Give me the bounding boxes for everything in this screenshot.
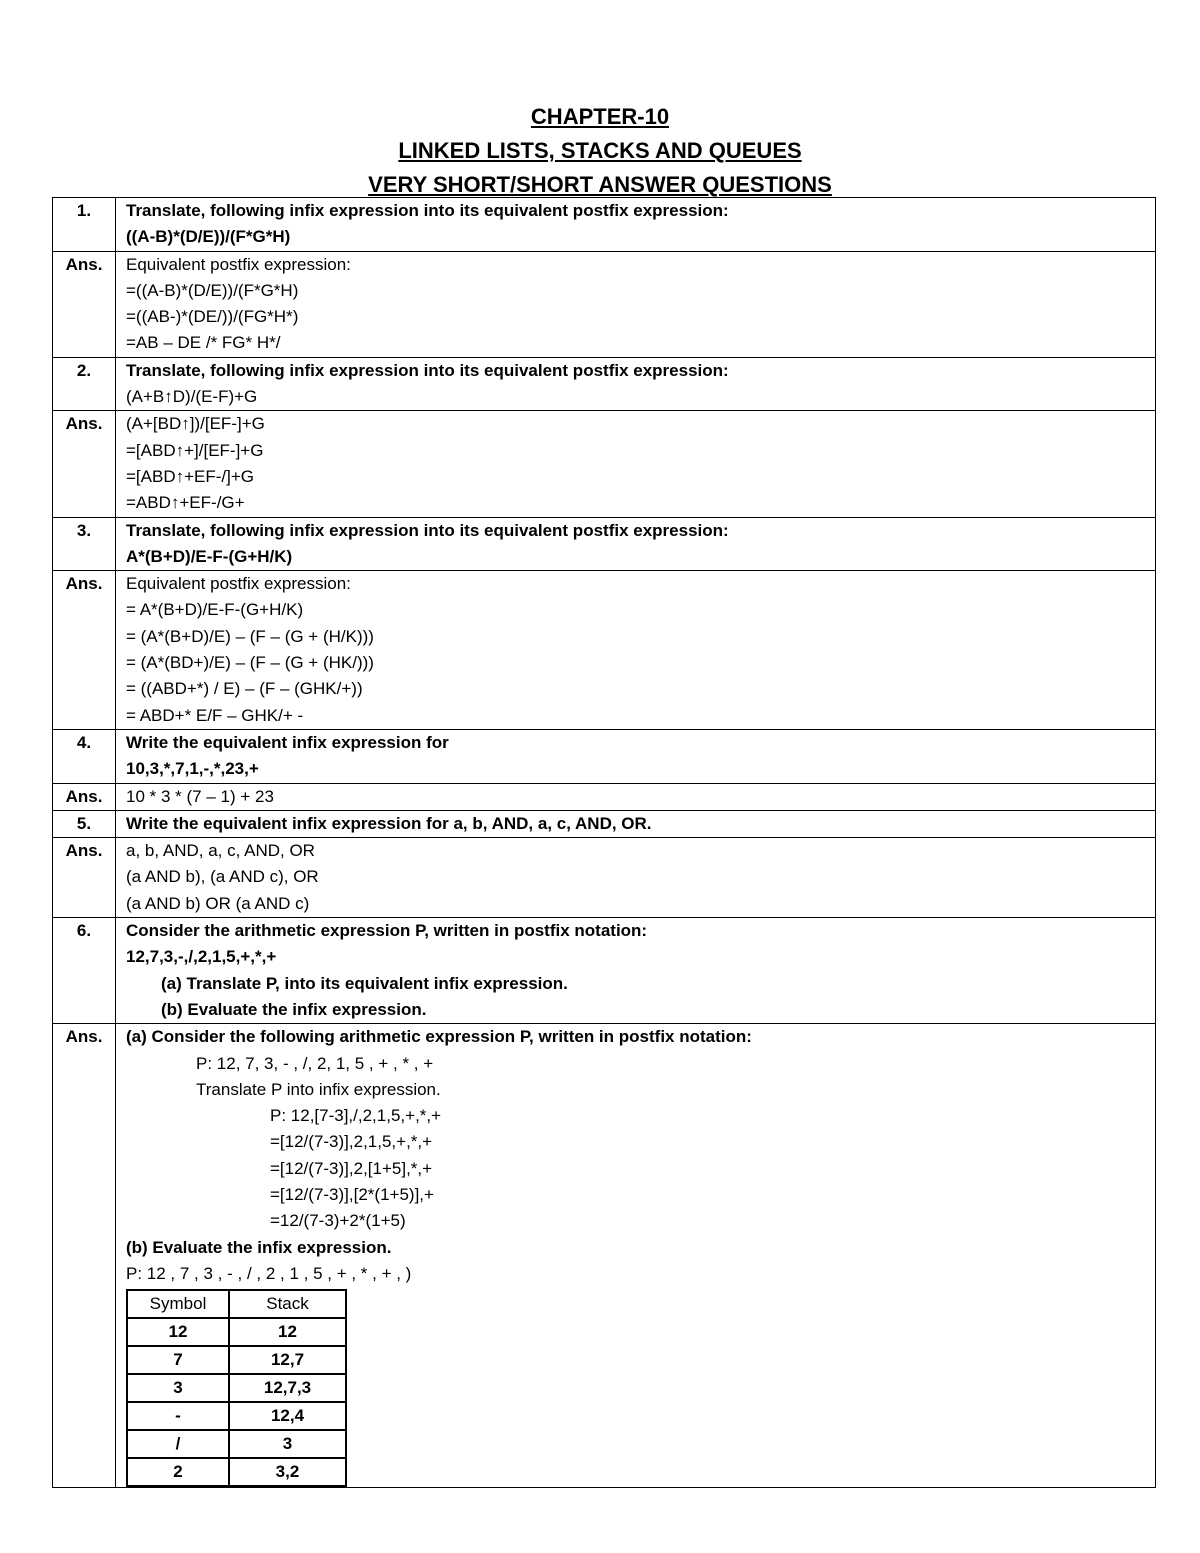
stack-table bbox=[126, 1289, 347, 1487]
stack-cell: 3,2 bbox=[229, 1458, 346, 1486]
answer-label: Ans. bbox=[53, 411, 116, 517]
question-number: 1. bbox=[53, 198, 116, 252]
question-number: 2. bbox=[53, 357, 116, 411]
answer-text: a, b, AND, a, c, AND, OR (a AND b), (a AND c), OR (a AND b) OR (a AND c) bbox=[116, 838, 1156, 918]
question-number: 3. bbox=[53, 517, 116, 571]
question-row bbox=[53, 198, 1156, 252]
answer-row bbox=[53, 571, 1156, 730]
question-text: Consider the arithmetic expression P, written in postfix notation: 12,7,3,-,/,2,1,5,+,*,+ (a) Translate P, into its equivalent infix expression. (b) Evaluate the infix expression. bbox=[116, 918, 1156, 1024]
answer-row bbox=[53, 783, 1156, 810]
table-row bbox=[127, 1346, 346, 1374]
page-header bbox=[0, 100, 1200, 202]
column-header-symbol: Symbol bbox=[127, 1290, 229, 1318]
column-header-stack: Stack bbox=[229, 1290, 346, 1318]
answer-label: Ans. bbox=[53, 251, 116, 357]
stack-cell: 12,7 bbox=[229, 1346, 346, 1374]
table-row bbox=[127, 1374, 346, 1402]
answer-row bbox=[53, 1024, 1156, 1488]
question-text: Translate, following infix expression into its equivalent postfix expression: A*(B+D)/E-F-(G+H/K) bbox=[116, 517, 1156, 571]
answer-text: 10 * 3 * (7 – 1) + 23 bbox=[116, 783, 1156, 810]
stack-cell: 12,7,3 bbox=[229, 1374, 346, 1402]
table-row bbox=[127, 1402, 346, 1430]
table-row bbox=[127, 1458, 346, 1486]
question-row bbox=[53, 357, 1156, 411]
answer-text: (A+[BD↑])/[EF-]+G =[ABD↑+]/[EF-]+G =[ABD↑+EF-/]+G =ABD↑+EF-/G+ bbox=[116, 411, 1156, 517]
question-text: Write the equivalent infix expression for 10,3,*,7,1,-,*,23,+ bbox=[116, 729, 1156, 783]
question-number: 5. bbox=[53, 810, 116, 837]
question-row bbox=[53, 810, 1156, 837]
answer-row bbox=[53, 251, 1156, 357]
answer-text: Equivalent postfix expression: = A*(B+D)/E-F-(G+H/K) = (A*(B+D)/E) – (F – (G + (H/K))) = (A*(BD+)/E) – (F – (G + (HK/))) = ((ABD+*) / E) – (F – (GHK/+)) = ABD+* E/F – GHK/+ - bbox=[116, 571, 1156, 730]
answer-label: Ans. bbox=[53, 783, 116, 810]
symbol-cell: 7 bbox=[127, 1346, 229, 1374]
stack-cell: 12,4 bbox=[229, 1402, 346, 1430]
symbol-cell: 12 bbox=[127, 1318, 229, 1346]
table-row bbox=[127, 1430, 346, 1458]
question-text: Translate, following infix expression into its equivalent postfix expression: ((A-B)*(D/E))/(F*G*H) bbox=[116, 198, 1156, 252]
questions-table bbox=[52, 197, 1156, 1488]
question-row bbox=[53, 517, 1156, 571]
symbol-cell: - bbox=[127, 1402, 229, 1430]
question-text: Write the equivalent infix expression for a, b, AND, a, c, AND, OR. bbox=[116, 810, 1156, 837]
answer-text: (a) Consider the following arithmetic expression P, written in postfix notation: P: 12, 7, 3, - , /, 2, 1, 5 , + , * , + Translate P into infix expression. P: 12,[7-3],/,2,1,5,+,*,+ =[12/(7-3)],2,1,5,+,*,+ =[12/(7-3)],2,[1+5],*,+ =[12/(7-3)],[2*(1+5)],+ =12/(7-3)+2*(1+5) (b) Evaluate the infix expression. P: 12 , 7 , 3 , - , / , 2 , 1 , 5 , + , * , + , ) Symbol Stack 12 12 7 12,7 3 12,7,3 - 12,4 / 3 2 3,2 bbox=[116, 1024, 1156, 1488]
question-number: 4. bbox=[53, 729, 116, 783]
symbol-cell: 3 bbox=[127, 1374, 229, 1402]
section-title: VERY SHORT/SHORT ANSWER QUESTIONS bbox=[368, 172, 832, 197]
stack-cell: 12 bbox=[229, 1318, 346, 1346]
answer-row bbox=[53, 411, 1156, 517]
question-row bbox=[53, 729, 1156, 783]
symbol-cell: 2 bbox=[127, 1458, 229, 1486]
answer-row bbox=[53, 838, 1156, 918]
question-row bbox=[53, 918, 1156, 1024]
answer-label: Ans. bbox=[53, 1024, 116, 1488]
question-number: 6. bbox=[53, 918, 116, 1024]
answer-text: Equivalent postfix expression: =((A-B)*(D/E))/(F*G*H) =((AB-)*(DE/))/(FG*H*) =AB – DE /* FG* H*/ bbox=[116, 251, 1156, 357]
answer-label: Ans. bbox=[53, 838, 116, 918]
stack-table-header bbox=[127, 1290, 346, 1318]
symbol-cell: / bbox=[127, 1430, 229, 1458]
topic-title: LINKED LISTS, STACKS AND QUEUES bbox=[398, 138, 802, 163]
chapter-title: CHAPTER-10 bbox=[530, 104, 670, 129]
question-text: Translate, following infix expression into its equivalent postfix expression: (A+B↑D)/(E-F)+G bbox=[116, 357, 1156, 411]
table-row bbox=[127, 1318, 346, 1346]
answer-label: Ans. bbox=[53, 571, 116, 730]
stack-cell: 3 bbox=[229, 1430, 346, 1458]
